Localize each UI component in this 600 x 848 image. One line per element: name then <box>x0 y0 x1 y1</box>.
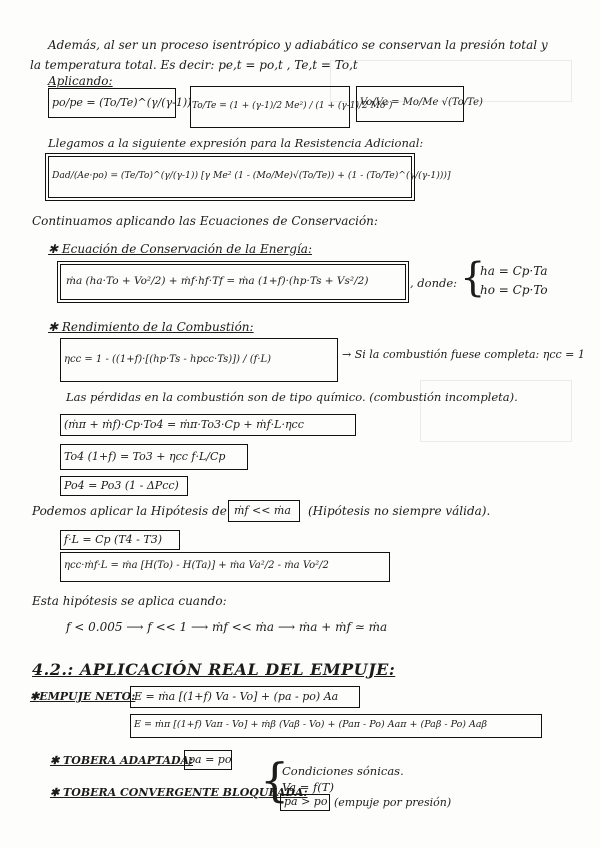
hip-box-text: ṁf << ṁa <box>234 504 291 517</box>
podemos-text: Podemos aplicar la Hipótesis de <box>32 504 227 518</box>
intro-line-2: la temperatura total. Es decir: pe,t = po,t , Te,t = To,t <box>30 58 358 72</box>
donde-brace: { <box>460 255 486 301</box>
velocity-ratio-eq: Vo/Ve = Mo/Me √(To/Te) <box>360 97 483 108</box>
tobera-adaptada-label: ✱ TOBERA ADAPTADA: <box>50 754 194 767</box>
energia-title: ✱ Ecuación de Conservación de la Energía: <box>48 242 312 256</box>
hip-aplica-text: Esta hipótesis se aplica cuando: <box>32 594 227 608</box>
cond-1: Condiciones sónicas. <box>282 764 404 778</box>
cond3-note: (empuje por presión) <box>334 796 452 809</box>
donde-text: , donde: <box>410 276 458 290</box>
temperature-ratio-eq: To/Te = (1 + (γ-1)/2 Me²) / (1 + (γ-1)/2 Mo²) <box>192 101 393 111</box>
hip-note: (Hipótesis no siempre válida). <box>308 504 491 518</box>
cond-2: Va = f(T) <box>282 780 334 794</box>
ncc-eq: ηcc·ṁf·L = ṁa [H(To) - H(Ta)] + ṁa Va²/2 - ṁa Vo²/2 <box>64 560 329 571</box>
energia-title-text: Ecuación de Conservación de la Energía: <box>61 242 312 256</box>
rend-title: ✱ Rendimiento de la Combustión: <box>48 320 254 334</box>
fL-eq: f·L = Cp (T4 - T3) <box>64 533 163 546</box>
ho-def: ho = Cp·To <box>480 283 548 297</box>
mass-eq: (ṁπ + ṁf)·Cp·To4 = ṁπ·To3·Cp + ṁf·L·ηcc <box>64 418 304 431</box>
bloq-brace: { <box>260 753 290 807</box>
empuje2-eq: E = ṁπ [(1+f) Vaπ - Vo] + ṁβ (Vaβ - Vo) + (Paπ - Po) Aaπ + (Paβ - Po) Aaβ <box>134 719 488 730</box>
energia-eq: ṁa (ha·To + Vo²/2) + ṁf·hf·Tf = ṁa (1+f)·(hp·Ts + Vs²/2) <box>66 275 369 287</box>
rend-title-text: Rendimiento de la Combustión: <box>61 320 254 334</box>
aplicando-label: Aplicando: <box>48 74 113 88</box>
empuje1-eq: E = ṁa [(1+f) Va - Vo] + (pa - po) Aa <box>134 690 339 703</box>
perdidas-text: Las pérdidas en la combustión son de tipo químico. (combustión incompleta). <box>66 390 518 404</box>
llegamos-text: Llegamos a la siguiente expresión para la Resistencia Adicional: <box>48 136 424 150</box>
tobera-bloq-label: ✱ TOBERA CONVERGENTE BLOQUEADA: <box>50 786 308 799</box>
adaptada-cond: pa = po <box>188 753 232 766</box>
section-title: 4.2.: APLICACIÓN REAL DEL EMPUJE: <box>32 660 396 679</box>
tobera-adaptada-text: TOBERA ADAPTADA: <box>63 754 194 767</box>
tobera-bloq-text: TOBERA CONVERGENTE BLOQUEADA: <box>63 786 308 799</box>
dad-eq: Dad/(Ae·po) = (Te/To)^(γ/(γ-1)) [γ Me² (1 - (Mo/Me)√(To/Te)) + (1 - (To/Te)^(γ/(γ-1)))] <box>52 170 451 181</box>
pressure-ratio-eq: po/pe = (To/Te)^(γ/(γ-1)) <box>52 96 192 109</box>
rend-note: → Si la combustión fuese completa: ηcc = 1 <box>342 348 585 361</box>
hip-chain: f < 0.005 ⟶ f << 1 ⟶ ṁf << ṁa ⟶ ṁa + ṁf ≃ ṁa <box>66 620 388 634</box>
intro-line-1: Además, al ser un proceso isentrópico y adiabático se conservan la presión total y <box>48 38 548 52</box>
rend-eq: ηcc = 1 - ((1+f)·[(hp·Ts - hpcc·Ts)]) / (f·L) <box>64 354 272 365</box>
cond3-box-text: pa > po <box>284 795 328 808</box>
continuamos-text: Continuamos aplicando las Ecuaciones de Conservación: <box>32 214 378 228</box>
t04-eq: To4 (1+f) = To3 + ηcc f·L/Cp <box>64 450 226 463</box>
empuje-label: ✱EMPUJE NETO: <box>30 690 136 703</box>
ha-def: ha = Cp·Ta <box>480 264 548 278</box>
empuje-label-text: EMPUJE NETO: <box>39 690 136 703</box>
p04-eq: Po4 = Po3 (1 - ΔPcc) <box>64 479 179 492</box>
